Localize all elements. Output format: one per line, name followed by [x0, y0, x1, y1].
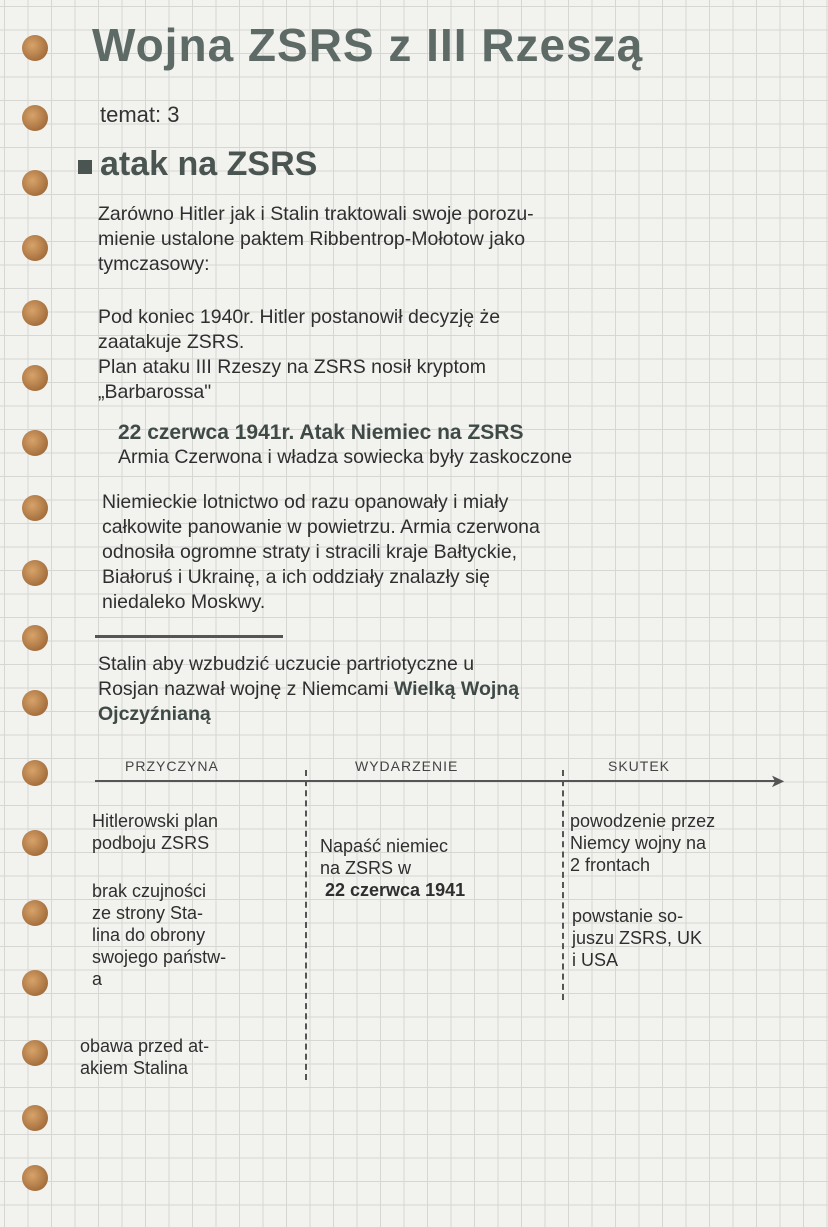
text-line: Zarówno Hitler jak i Stalin traktowali swoje porozu- [98, 203, 534, 225]
paragraph-great-patriotic-war [98, 652, 798, 727]
arrow-right-icon: ➤ [770, 771, 786, 791]
divider [95, 635, 283, 638]
text-line: Niemieckie lotnictwo od razu opanowały i miały [102, 491, 509, 513]
binder-hole [22, 430, 48, 456]
bullet-square [78, 160, 92, 174]
text-line: Plan ataku III Rzeszy na ZSRS nosił kryptom [98, 356, 486, 378]
binder-hole [22, 365, 48, 391]
cause-item: brak czujności ze strony Sta- lina do obrony swojego państw- a [92, 881, 227, 989]
column-header-effect: SKUTEK [608, 758, 671, 774]
page-title: Wojna ZSRS z III Rzeszą [92, 19, 644, 71]
binder-hole [22, 495, 48, 521]
binder-hole [22, 830, 48, 856]
text-line: zaatakuje ZSRS. [98, 331, 245, 353]
binder-hole [22, 300, 48, 326]
binder-hole [22, 690, 48, 716]
text-line: całkowite panowanie w powietrzu. Armia czerwona [102, 516, 540, 538]
binder-hole [22, 900, 48, 926]
topic-label: temat: 3 [100, 102, 180, 127]
text-line: Stalin aby wzbudzić uczucie partriotyczne u [98, 653, 475, 675]
section-heading: atak na ZSRS [100, 145, 318, 183]
column-header-event: WYDARZENIE [355, 758, 459, 774]
binder-hole [22, 170, 48, 196]
binder-hole [22, 1040, 48, 1066]
timeline-axis [95, 780, 780, 782]
binder-hole [22, 105, 48, 131]
column-header-cause: PRZYCZYNA [125, 758, 219, 774]
effect-item: powodzenie przez Niemcy wojny na 2 frontach [570, 811, 716, 875]
binder-hole [22, 970, 48, 996]
binder-hole [22, 625, 48, 651]
binder-hole [22, 235, 48, 261]
attack-date-line: 22 czerwca 1941r. Atak Niemiec na ZSRS [118, 421, 524, 444]
paragraph-air-superiority [102, 490, 802, 615]
binder-hole [22, 1165, 48, 1191]
binder-hole [22, 1105, 48, 1131]
text-line: Białoruś i Ukrainę, a ich oddziały znalazły się [102, 566, 491, 588]
text-line: odnosiła ogromne straty i stracili kraje Bałtyckie, [102, 541, 518, 563]
binder-hole [22, 35, 48, 61]
text-line: Rosjan nazwał wojnę z Niemcami [98, 678, 394, 700]
highlight-term: Wielką Wojną [393, 678, 520, 700]
paragraph-pact [98, 202, 798, 277]
text-line: niedaleko Moskwy. [102, 591, 266, 613]
text-line: tymczasowy: [98, 253, 210, 275]
event-text: Napaść niemiec na ZSRS w [320, 836, 449, 878]
text-line: Armia Czerwona i władza sowiecka były zaskoczone [118, 446, 573, 468]
paragraph-barbarossa [98, 305, 798, 405]
text-line: Pod koniec 1940r. Hitler postanowił decyzję że [98, 306, 501, 328]
binder-hole [22, 760, 48, 786]
column-divider [305, 770, 307, 1080]
column-divider [562, 770, 564, 1000]
binder-hole [22, 560, 48, 586]
text-line: „Barbarossa" [98, 381, 212, 403]
cause-item: obawa przed at- akiem Stalina [80, 1036, 210, 1078]
effect-item: powstanie so- juszu ZSRS, UK i USA [572, 906, 703, 970]
event-date: 22 czerwca 1941 [325, 880, 466, 900]
highlight-term: Ojczyźnianą [98, 703, 211, 725]
text-line: mienie ustalone paktem Ribbentrop-Mołotow jako [98, 228, 526, 250]
paragraph-attack-date [118, 420, 808, 470]
cause-item: Hitlerowski plan podboju ZSRS [92, 811, 219, 853]
